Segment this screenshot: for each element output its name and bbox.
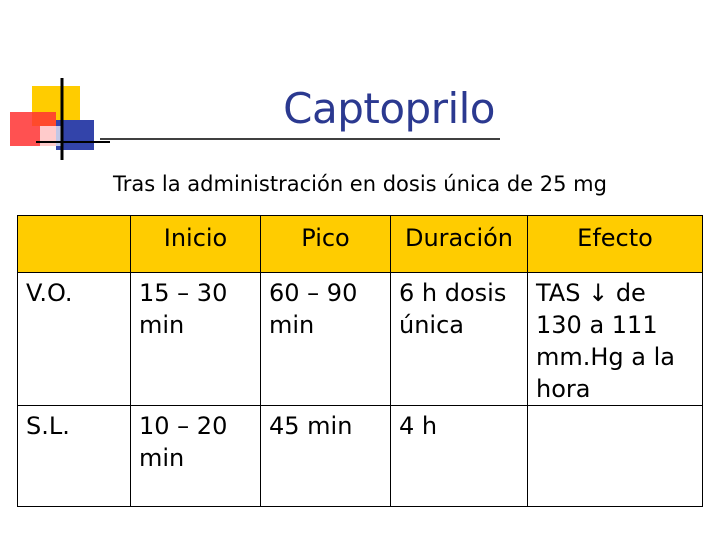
- table-row: [18, 273, 703, 406]
- header-cell-efecto: Efecto: [528, 216, 703, 273]
- duracion-cell: 6 h dosis única: [391, 273, 528, 406]
- header-cell-inicio: Inicio: [131, 216, 261, 273]
- slide-subtitle: Tras la administración en dosis única de 25 mg: [113, 172, 607, 196]
- inicio-cell: 10 – 20 min: [131, 406, 261, 507]
- header-cell-pico: Pico: [261, 216, 391, 273]
- table-row: [18, 406, 703, 507]
- efecto-cell: TAS ↓ de 130 a 111 mm.Hg a la hora: [528, 273, 703, 406]
- route-cell: S.L.: [18, 406, 131, 507]
- inicio-cell: 15 – 30 min: [131, 273, 261, 406]
- pico-cell: 60 – 90 min: [261, 273, 391, 406]
- header-cell-duracion: Duración: [391, 216, 528, 273]
- pico-cell: 45 min: [261, 406, 391, 507]
- route-cell: V.O.: [18, 273, 131, 406]
- duracion-cell: 4 h: [391, 406, 528, 507]
- table-header-row: [18, 216, 703, 273]
- pharmacokinetics-table: [17, 215, 703, 507]
- header-cell-empty: [18, 216, 131, 273]
- slide-title: Captoprilo: [283, 84, 495, 133]
- efecto-cell: [528, 406, 703, 507]
